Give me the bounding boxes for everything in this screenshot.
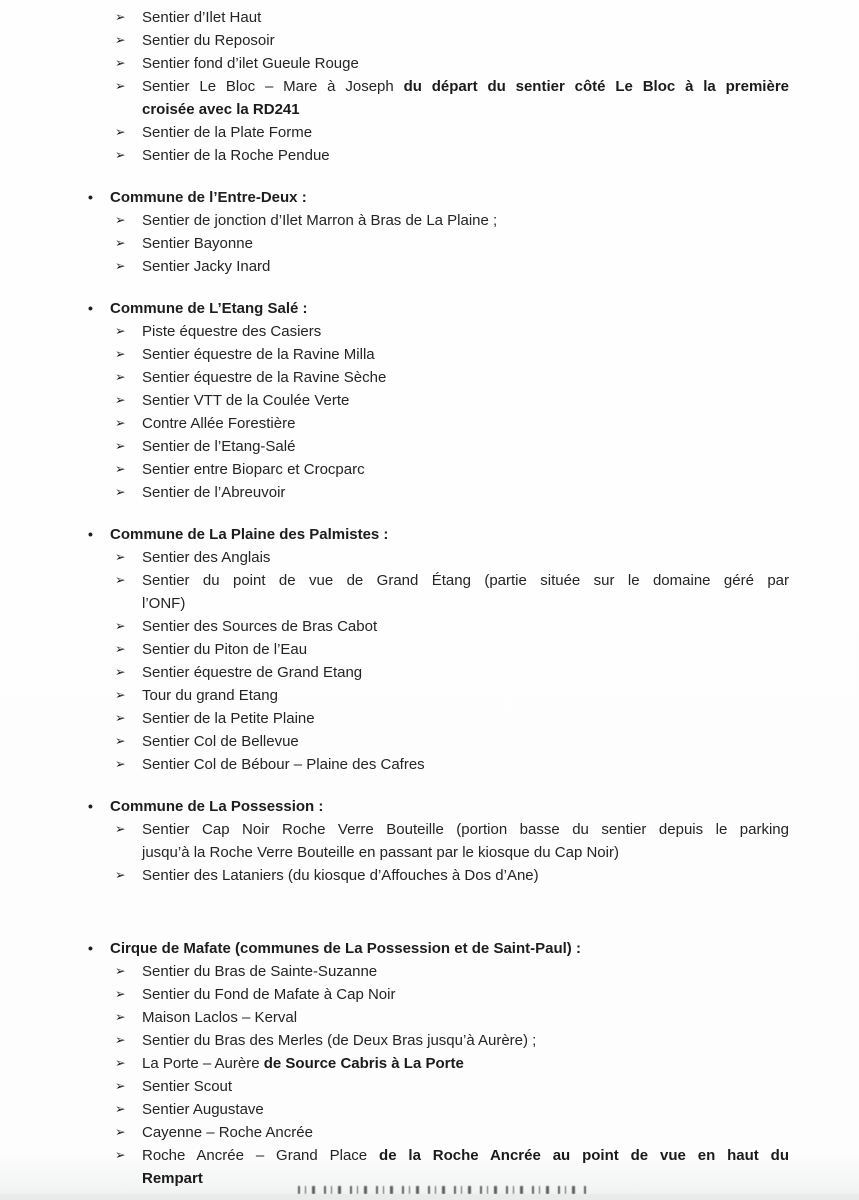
trail-section: [88, 297, 789, 504]
trail-text: Sentier des Anglais: [142, 549, 271, 566]
arrowhead-bullet-icon: ➢: [115, 573, 126, 587]
trail-text: Sentier de la Plate Forme: [142, 124, 313, 141]
trail-item-line: [88, 144, 789, 167]
trail-item-line: [88, 569, 789, 592]
trail-item-line: [88, 320, 789, 343]
bullet-icon: •: [88, 526, 93, 542]
trail-item-line: [88, 615, 789, 638]
trail-item-line: [88, 435, 789, 458]
trail-text: Sentier de la Petite Plaine: [142, 710, 315, 727]
trail-item-line: [88, 366, 789, 389]
trail-text: Sentier Scout: [142, 1078, 233, 1095]
trail-text: Sentier Augustave: [142, 1101, 264, 1118]
trail-text: Sentier des Sources de Bras Cabot: [142, 618, 378, 635]
arrowhead-bullet-icon: ➢: [115, 1010, 126, 1024]
arrowhead-bullet-icon: ➢: [115, 79, 126, 93]
trail-text: jusqu’à la Roche Verre Bouteille en passant par le kiosque du Cap Noir): [142, 844, 619, 861]
arrowhead-bullet-icon: ➢: [115, 1125, 126, 1139]
trail-text: Sentier d’Ilet Haut: [142, 9, 262, 26]
trail-text: Sentier de la Roche Pendue: [142, 147, 330, 164]
arrowhead-bullet-icon: ➢: [115, 10, 126, 24]
trail-item: [88, 1029, 789, 1052]
trail-text: de Source Cabris à La Porte: [263, 1055, 464, 1072]
trail-item-line: [88, 960, 789, 983]
section-header: [88, 523, 789, 546]
trail-section: [88, 937, 789, 1190]
trail-item: [88, 818, 789, 864]
trail-text: Sentier de jonction d’Ilet Marron à Bras de La Plaine ;: [142, 212, 498, 229]
arrowhead-bullet-icon: ➢: [115, 1079, 126, 1093]
trail-item-line: [88, 546, 789, 569]
trail-section: [88, 186, 789, 278]
trail-item: [88, 435, 789, 458]
trail-item: [88, 1121, 789, 1144]
trail-item-line: [88, 1075, 789, 1098]
trail-text: Sentier équestre de la Ravine Sèche: [142, 369, 387, 386]
trail-item-line: [88, 1029, 789, 1052]
trail-item-line: [88, 458, 789, 481]
arrowhead-bullet-icon: ➢: [115, 125, 126, 139]
trail-item-line: [88, 255, 789, 278]
cutoff-text-fragment: [298, 1186, 588, 1194]
arrowhead-bullet-icon: ➢: [115, 347, 126, 361]
arrowhead-bullet-icon: ➢: [115, 416, 126, 430]
trail-text: de la Roche Ancrée au point de vue en haut du: [379, 1147, 790, 1164]
trail-item-line: [88, 389, 789, 412]
trail-text: Sentier fond d’ilet Gueule Rouge: [142, 55, 359, 72]
trail-item-line: [88, 1144, 789, 1167]
trail-item-line: [88, 209, 789, 232]
trail-item: [88, 638, 789, 661]
trail-item-continuation-line: [88, 98, 789, 121]
trail-item: [88, 983, 789, 1006]
trail-item: [88, 730, 789, 753]
trail-text: Sentier du point de vue de Grand Étang (partie située sur le domaine géré par: [142, 572, 789, 589]
trail-item-line: [88, 481, 789, 504]
trail-item: [88, 864, 789, 887]
section-header: [88, 937, 789, 960]
bullet-icon: •: [88, 940, 93, 956]
trail-text: Sentier Col de Bellevue: [142, 733, 299, 750]
arrowhead-bullet-icon: ➢: [115, 259, 126, 273]
trail-item: [88, 1006, 789, 1029]
trail-item-continuation-line: [88, 841, 789, 864]
trail-section: [88, 523, 789, 776]
trail-item: [88, 684, 789, 707]
trail-item: [88, 458, 789, 481]
trail-item-line: [88, 864, 789, 887]
trail-text: Rempart: [142, 1170, 203, 1187]
trail-item-line: [88, 232, 789, 255]
trail-item-continuation-line: [88, 592, 789, 615]
trail-text: Sentier du Bras des Merles (de Deux Bras jusqu’à Aurère) ;: [142, 1032, 537, 1049]
arrowhead-bullet-icon: ➢: [115, 987, 126, 1001]
trail-section: [88, 795, 789, 887]
arrowhead-bullet-icon: ➢: [115, 324, 126, 338]
trail-text: Sentier équestre de la Ravine Milla: [142, 346, 375, 363]
trail-item-line: [88, 121, 789, 144]
arrowhead-bullet-icon: ➢: [115, 1033, 126, 1047]
arrowhead-bullet-icon: ➢: [115, 1056, 126, 1070]
arrowhead-bullet-icon: ➢: [115, 148, 126, 162]
arrowhead-bullet-icon: ➢: [115, 642, 126, 656]
arrowhead-bullet-icon: ➢: [115, 688, 126, 702]
arrowhead-bullet-icon: ➢: [115, 1102, 126, 1116]
trail-item: [88, 6, 789, 29]
bullet-icon: •: [88, 798, 93, 814]
trail-item: [88, 960, 789, 983]
trail-text: l’ONF): [142, 595, 186, 612]
trail-item-line: [88, 818, 789, 841]
trail-item-line: [88, 1006, 789, 1029]
trail-text: Sentier du Reposoir: [142, 32, 275, 49]
trail-item-line: [88, 730, 789, 753]
trail-text: Sentier équestre de Grand Etang: [142, 664, 363, 681]
section-header: [88, 186, 789, 209]
trail-item: [88, 569, 789, 615]
trail-text: La Porte – Aurère: [142, 1055, 264, 1072]
trail-text: Sentier des Lataniers (du kiosque d’Affouches à Dos d’Ane): [142, 867, 539, 884]
arrowhead-bullet-icon: ➢: [115, 370, 126, 384]
trail-item: [88, 389, 789, 412]
trail-text: Sentier du Bras de Sainte-Suzanne: [142, 963, 378, 980]
arrowhead-bullet-icon: ➢: [115, 439, 126, 453]
trail-item-line: [88, 343, 789, 366]
trail-item: [88, 1144, 789, 1190]
arrowhead-bullet-icon: ➢: [115, 619, 126, 633]
trail-item-line: [88, 52, 789, 75]
trail-item: [88, 209, 789, 232]
trail-item: [88, 481, 789, 504]
section-header: [88, 297, 789, 320]
trail-text: du départ du sentier côté Le Bloc à la première: [403, 78, 789, 95]
trail-item-line: [88, 6, 789, 29]
trail-item-line: [88, 684, 789, 707]
arrowhead-bullet-icon: ➢: [115, 236, 126, 250]
bullet-icon: •: [88, 189, 93, 205]
trail-text: Roche Ancrée – Grand Place: [142, 1147, 380, 1164]
trail-text: Maison Laclos – Kerval: [142, 1009, 298, 1026]
section-header: [88, 795, 789, 818]
trail-text: Sentier du Fond de Mafate à Cap Noir: [142, 986, 396, 1003]
arrowhead-bullet-icon: ➢: [115, 550, 126, 564]
trail-item: [88, 144, 789, 167]
arrowhead-bullet-icon: ➢: [115, 868, 126, 882]
arrowhead-bullet-icon: ➢: [115, 213, 126, 227]
trail-item: [88, 343, 789, 366]
trail-item: [88, 1098, 789, 1121]
trail-item-line: [88, 75, 789, 98]
arrowhead-bullet-icon: ➢: [115, 462, 126, 476]
trail-item: [88, 255, 789, 278]
arrowhead-bullet-icon: ➢: [115, 964, 126, 978]
trail-item-line: [88, 1052, 789, 1075]
trail-text: Tour du grand Etang: [142, 687, 278, 704]
trail-text: Sentier de l’Abreuvoir: [142, 484, 286, 501]
section-header-label: Commune de La Possession :: [110, 798, 324, 815]
trail-text: Piste équestre des Casiers: [142, 323, 322, 340]
arrowhead-bullet-icon: ➢: [115, 711, 126, 725]
document-content: [88, 6, 789, 1190]
trail-item-line: [88, 412, 789, 435]
trail-item: [88, 1075, 789, 1098]
section-header-label: Commune de La Plaine des Palmistes :: [110, 526, 389, 543]
trail-item: [88, 753, 789, 776]
trail-item-line: [88, 753, 789, 776]
arrowhead-bullet-icon: ➢: [115, 734, 126, 748]
trail-item: [88, 52, 789, 75]
page-bottom-edge: [0, 1194, 859, 1200]
trail-text: Cayenne – Roche Ancrée: [142, 1124, 313, 1141]
trail-text: Sentier Cap Noir Roche Verre Bouteille (portion basse du sentier depuis le parking: [142, 821, 789, 838]
trail-item: [88, 615, 789, 638]
arrowhead-bullet-icon: ➢: [115, 393, 126, 407]
trail-item-line: [88, 638, 789, 661]
trail-text: croisée avec la RD241: [142, 101, 300, 118]
arrowhead-bullet-icon: ➢: [115, 33, 126, 47]
trail-text: Sentier VTT de la Coulée Verte: [142, 392, 350, 409]
trail-item-line: [88, 661, 789, 684]
bullet-icon: •: [88, 300, 93, 316]
arrowhead-bullet-icon: ➢: [115, 822, 126, 836]
trail-item: [88, 75, 789, 121]
trail-text: Contre Allée Forestière: [142, 415, 296, 432]
trail-text: Sentier de l’Etang-Salé: [142, 438, 296, 455]
trail-item-line: [88, 707, 789, 730]
section-header-label: Commune de L’Etang Salé :: [110, 300, 308, 317]
arrowhead-bullet-icon: ➢: [115, 1148, 126, 1162]
trail-text: Sentier Le Bloc – Mare à Joseph: [142, 78, 404, 95]
trail-item-line: [88, 29, 789, 52]
section-header-label: Commune de l’Entre-Deux :: [110, 189, 307, 206]
trail-item: [88, 412, 789, 435]
trail-item-line: [88, 983, 789, 1006]
trail-text: Sentier Bayonne: [142, 235, 253, 252]
trail-text: Sentier du Piton de l’Eau: [142, 641, 308, 658]
trail-item-line: [88, 1121, 789, 1144]
trail-item: [88, 232, 789, 255]
arrowhead-bullet-icon: ➢: [115, 757, 126, 771]
trail-text: Sentier Col de Bébour – Plaine des Cafres: [142, 756, 425, 773]
trail-item: [88, 1052, 789, 1075]
arrowhead-bullet-icon: ➢: [115, 485, 126, 499]
arrowhead-bullet-icon: ➢: [115, 665, 126, 679]
section-header-label: Cirque de Mafate (communes de La Possession et de Saint-Paul) :: [110, 940, 581, 957]
trail-item: [88, 29, 789, 52]
trail-item: [88, 661, 789, 684]
trail-item-line: [88, 1098, 789, 1121]
trail-item: [88, 320, 789, 343]
trail-item: [88, 121, 789, 144]
trail-section: [88, 6, 789, 167]
trail-item: [88, 546, 789, 569]
trail-item: [88, 366, 789, 389]
trail-text: Sentier entre Bioparc et Crocparc: [142, 461, 365, 478]
trail-text: Sentier Jacky Inard: [142, 258, 271, 275]
arrowhead-bullet-icon: ➢: [115, 56, 126, 70]
trail-item: [88, 707, 789, 730]
